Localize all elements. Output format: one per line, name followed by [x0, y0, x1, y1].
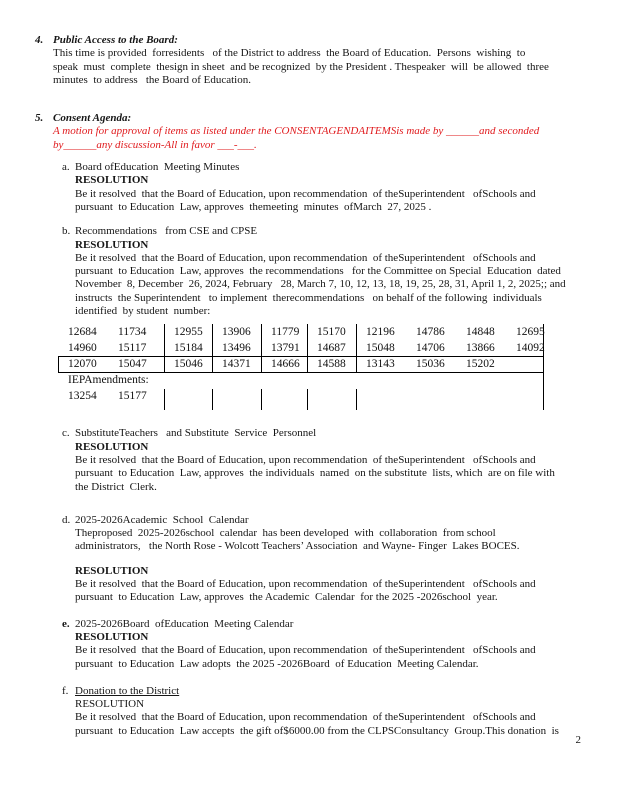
resolution-heading: RESOLUTION — [75, 564, 149, 577]
text-line: pursuant to Education Law, approves the recommendations for the Committee on Special Education dated — [75, 265, 561, 278]
motion-text-line: A motion for approval of items as listed under the CONSENTAGENDAITEMSis made by ______and seconded — [53, 125, 540, 138]
iep-amendments-label: IEPAmendments: — [58, 373, 544, 389]
student-number: 12684 — [68, 326, 97, 339]
student-number: 11734 — [118, 326, 147, 339]
student-number: 15117 — [118, 342, 147, 355]
text-line: the District Clerk. — [75, 480, 157, 493]
item-title: 2025-2026Academic School Calendar — [75, 513, 249, 526]
text-line: pursuant to Education Law accepts the gift of$6000.00 from the CLPSConsultancy Group.This donation is — [75, 724, 559, 737]
student-number: 12955 — [174, 326, 203, 339]
item-letter: b. — [62, 225, 71, 238]
student-number: 15177 — [118, 390, 147, 403]
section-5-title: Consent Agenda: — [53, 112, 132, 125]
agenda-item-f — [0, 685, 618, 738]
student-number: 14786 — [416, 326, 445, 339]
text-line: Be it resolved that the Board of Education, upon recommendation of theSuperintendent ofSchools and — [75, 187, 536, 200]
student-number: 13866 — [466, 342, 495, 355]
text-line: administrators, the North Rose - Wolcott Teachers’ Association and Wayne- Finger Lakes BOCES. — [75, 540, 520, 553]
table-cell — [58, 389, 165, 410]
text-line: speak must complete thesign in sheet and be recognized by the President . Thespeaker will be allowed three — [53, 60, 549, 73]
student-number: 15170 — [317, 326, 346, 339]
item-letter: e. — [62, 617, 70, 630]
resolution-heading: RESOLUTION — [75, 698, 145, 711]
text-line: pursuant to Education Law, approves the Academic Calendar for the 2025 -2026school year. — [75, 591, 498, 604]
student-number: 13143 — [366, 358, 395, 371]
text-line: instructs the Superintendent to implement therecommendations on behalf of the following individuals — [75, 291, 542, 304]
table-cell — [357, 389, 544, 410]
table-cell — [213, 389, 262, 410]
item-b-content — [75, 225, 618, 318]
table-cell — [262, 389, 308, 410]
text-line: Be it resolved that the Board of Education, upon recommendation of theSuperintendent ofSchools and — [75, 453, 536, 466]
text-line: Be it resolved that the Board of Education, upon recommendation of theSuperintendent ofSchools and — [75, 251, 536, 264]
item-title: Recommendations from CSE and CPSE — [75, 225, 258, 238]
student-number: 12695 — [516, 326, 545, 339]
resolution-heading: RESOLUTION — [75, 440, 149, 453]
resolution-heading: RESOLUTION — [75, 630, 149, 643]
agenda-section-5 — [0, 112, 618, 152]
item-f-content — [75, 685, 618, 738]
agenda-item-e — [0, 618, 618, 671]
item-letter: c. — [62, 427, 70, 440]
table-cell — [357, 324, 544, 356]
student-number: 12196 — [366, 326, 395, 339]
section-5-content — [53, 112, 618, 152]
agenda-item-d — [0, 514, 618, 605]
item-title: SubstituteTeachers and Substitute Service Personnel — [75, 427, 317, 440]
section-number: 5. — [35, 112, 44, 125]
student-number: 15184 — [174, 342, 203, 355]
section-4-title: Public Access to the Board: — [53, 34, 178, 46]
table-cell — [213, 324, 262, 356]
section-number: 4. — [35, 34, 44, 46]
student-number: 13496 — [222, 342, 251, 355]
text-line: pursuant to Education Law, approves themeeting minutes ofMarch 27, 2025 . — [75, 200, 432, 213]
student-number: 15047 — [118, 358, 147, 371]
table-row — [58, 356, 544, 373]
table-cell: 14371 — [213, 356, 262, 373]
student-number: 15036 — [416, 358, 445, 371]
table-cell — [165, 389, 213, 410]
item-title: 2025-2026Board ofEducation Meeting Calendar — [75, 617, 294, 630]
agenda-item-c — [0, 427, 618, 493]
student-number-table — [58, 324, 544, 410]
text-line: Be it resolved that the Board of Education, upon recommendation of theSuperintendent ofSchools and — [75, 578, 536, 591]
text-line: Be it resolved that the Board of Education, upon recommendation of theSuperintendent ofSchools and — [75, 644, 536, 657]
item-title: Board ofEducation Meeting Minutes — [75, 161, 240, 174]
table-cell — [58, 324, 165, 356]
table-cell — [308, 324, 357, 356]
text-line: Theproposed 2025-2026school calendar has been developed with collaboration from school — [75, 527, 496, 540]
text-line: This time is provided forresidents of the District to address the Board of Education. Persons wishing to — [53, 47, 526, 60]
item-d-content — [75, 514, 618, 605]
table-row-group — [58, 324, 544, 356]
item-e-content — [75, 618, 618, 671]
student-number: 14687 — [317, 342, 346, 355]
resolution-heading: RESOLUTION — [75, 174, 149, 187]
item-c-content — [75, 427, 618, 493]
student-number: 12070 — [68, 358, 97, 371]
page-number: 2 — [575, 734, 581, 746]
table-row — [58, 389, 544, 410]
table-cell — [165, 324, 213, 356]
agenda-item-a — [0, 161, 618, 214]
text-line: November 8, December 26, 2024, February 28, March 7, 10, 12, 13, 18, 19, 25, 28, 31, April 1, 2, 2025;; and — [75, 278, 566, 291]
student-number: 15202 — [466, 358, 495, 371]
item-letter: d. — [62, 513, 71, 526]
motion-text-line: by______any discussion-All in favor ___-___. — [53, 138, 257, 151]
item-letter: f. — [62, 684, 69, 697]
resolution-heading: RESOLUTION — [75, 238, 149, 251]
student-number: 14092 — [516, 342, 545, 355]
table-cell — [357, 356, 544, 373]
agenda-section-4 — [0, 34, 618, 87]
table-cell — [58, 356, 165, 373]
table-cell: 14666 — [262, 356, 308, 373]
agenda-item-b — [0, 225, 618, 318]
item-title: Donation to the District — [75, 684, 180, 697]
student-number: 14848 — [466, 326, 495, 339]
student-number: 13791 — [271, 342, 300, 355]
section-4-content — [53, 34, 618, 87]
text-line: pursuant to Education Law adopts the 2025 -2026Board of Education Meeting Calendar. — [75, 657, 479, 670]
item-letter: a. — [62, 161, 70, 174]
student-number: 15048 — [366, 342, 395, 355]
text-line: minutes to address the Board of Education. — [53, 73, 251, 86]
item-a-content — [75, 161, 618, 214]
text-line: Be it resolved that the Board of Education, upon recommendation of theSuperintendent ofSchools and — [75, 711, 536, 724]
table-cell — [262, 324, 308, 356]
table-cell: 14588 — [308, 356, 357, 373]
student-number: 14706 — [416, 342, 445, 355]
student-number: 11779 — [271, 326, 300, 339]
text-line: pursuant to Education Law, approves the individuals named on the substitute lists, which are on file with — [75, 467, 555, 480]
text-line: identified by student number: — [75, 305, 211, 318]
student-number: 14960 — [68, 342, 97, 355]
student-number: 13254 — [68, 390, 97, 403]
table-cell: 15046 — [165, 356, 213, 373]
table-cell — [308, 389, 357, 410]
student-number: 13906 — [222, 326, 251, 339]
